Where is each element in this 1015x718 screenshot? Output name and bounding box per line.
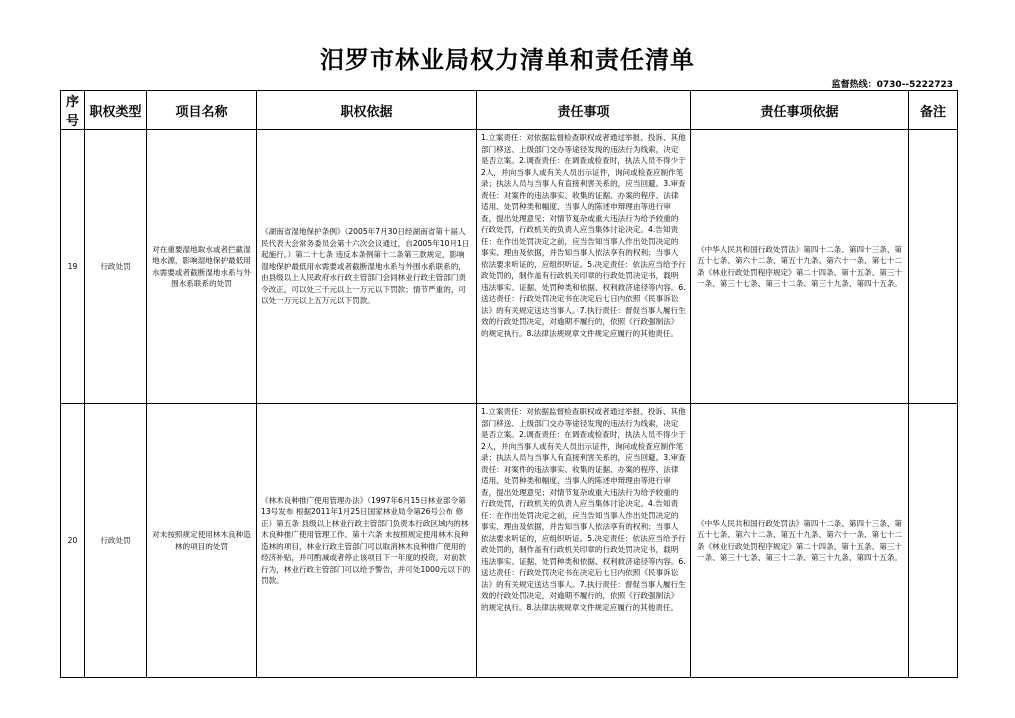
document-title: 汨罗市林业局权力清单和责任清单 (320, 46, 695, 74)
row-duty-basis-cell (691, 130, 909, 404)
header-remark: 备注 (909, 91, 958, 130)
row-no: 20 (61, 404, 85, 678)
row-duties: 1.立案责任：对依据监督检查职权或者通过举报、投诉、其他部门移送、上级部门交办等途径发现的违法行为线索，决定是否立案。2.调查责任：在调查或检查时，执法人员不得少于2人，并向当事人或有关人员出示证件，询问或检查应制作笔录；执法人员与当事人有直接利害关系的，应当回避。3.审查责任：对案件的违法事实、收集的证据、办案的程序、法律适用、处罚种类和幅度、当事人的陈述申辩理由等进行审查，提出处理意见；对情节复杂或重大违法行为给予较重的行政处罚，行政机关的负责人应当集体讨论决定。4.告知责任：在作出处罚决定之前，应当告知当事人作出处罚决定的事实、理由及依据，并告知当事人依法享有的权利；当事人依法要求听证的，应组织听证。5.决定责任：依法应当给予行政处罚的，制作盖有行政机关印章的行政处罚决定书，载明违法事实、证据、处罚种类和依据、权利救济途径等内容。6.送达责任：行政处罚决定书在决定后七日内依照《民事诉讼法》的有关规定送达当事人。7.执行责任：督促当事人履行生效的行政处罚决定，对逾期不履行的，依照《行政强制法》的规定执行。8.法律法规规章文件规定应履行的其他责任。 (481, 407, 686, 612)
row-duty-basis-cell (691, 404, 909, 678)
row-basis: 《湖南省湿地保护条例》（2005年7月30日经湖南省第十届人民代表大会常务委员会第十六次会议通过，自2005年10月1日起施行。）第二十七条 违反本条例第十二条第三款规定，影响湿地保护最低用水需要或者截断湿地水系与外围水系联系的，由县级以上人民政府水行政主管部门会同林业行政主管部门责令改正，可以处三千元以上一万元以下罚款；情节严重的，可以处一万元以上五万元以下罚款。 (261, 227, 470, 306)
row-basis-cell (257, 404, 477, 678)
table-row (61, 404, 958, 678)
row-remark (909, 404, 958, 678)
row-type: 行政处罚 (85, 404, 147, 678)
header-basis: 职权依据 (257, 91, 477, 130)
header-type: 职权类型 (85, 91, 147, 130)
row-name: 对未按照规定使用林木良种造林的项目的处罚 (152, 530, 251, 551)
table-header-row (61, 91, 958, 130)
row-remark (909, 130, 958, 404)
table-row (61, 130, 958, 404)
row-duty-basis: 《中华人民共和国行政处罚法》第四十二条、第四十三条、第五十七条、第六十二条、第五十九条、第六十一条、第七十二条《林业行政处罚程序规定》第二十四条、第十五条、第三十一条、第三十七条、第三十二条、第三十九条、第四十五条。 (696, 518, 903, 562)
row-duties: 1.立案责任：对依据监督检查职权或者通过举报、投诉、其他部门移送、上级部门交办等途径发现的违法行为线索，决定是否立案。2.调查责任：在调查或检查时，执法人员不得少于2人，并向当事人或有关人员出示证件，询问或检查应制作笔录；执法人员与当事人有直接利害关系的，应当回避。3.审查责任：对案件的违法事实、收集的证据、办案的程序、法律适用、处罚种类和幅度、当事人的陈述申辩理由等进行审查，提出处理意见；对情节复杂或重大违法行为给予较重的行政处罚，行政机关的负责人应当集体讨论决定。4.告知责任：在作出处罚决定之前，应当告知当事人作出处罚决定的事实、理由及依据，并告知当事人依法享有的权利；当事人依法要求听证的，应组织听证。5.决定责任：依法应当给予行政处罚的，制作盖有行政机关印章的行政处罚决定书，载明违法事实、证据、处罚种类和依据、权利救济途径等内容。6.送达责任：行政处罚决定书在决定后七日内依照《民事诉讼法》的有关规定送达当事人。7.执行责任：督促当事人履行生效的行政处罚决定，对逾期不履行的，依照《行政强制法》的规定执行。8.法律法规规章文件规定应履行的其他责任。 (481, 133, 686, 338)
row-duties-cell (477, 130, 691, 404)
row-duty-basis: 《中华人民共和国行政处罚法》第四十二条、第四十三条、第五十七条、第六十二条、第五十九条、第六十一条、第七十二条《林业行政处罚程序规定》第二十四条、第十五条、第三十一条、第三十七条、第三十二条、第三十九条、第四十五条。 (696, 244, 903, 288)
supervision-hotline: 监督热线：0730--5222723 (831, 80, 953, 90)
power-responsibility-table (60, 90, 958, 678)
header-name: 项目名称 (147, 91, 257, 130)
header-duties: 责任事项 (477, 91, 691, 130)
row-basis-cell (257, 130, 477, 404)
row-basis: 《林木良种推广使用管理办法》（1997年6月15日林业部令第13号发布 根据2011年1月25日国家林业局令第26号公布 修正）第五条 县级以上林业行政主管部门负责本行政区域内的林木良种推广使用管理工作。第十六条 未按照规定使用林木良种造林的项目，林业行政主管部门可以取消林木良种推广使用的经济补贴，并可酌减或者停止该项目下一年度的投资。对前款行为，林业行政主管部门可以给予警告，并可处1000元以下的罚款。 (261, 495, 471, 585)
row-type: 行政处罚 (85, 130, 147, 404)
row-duties-cell (477, 404, 691, 678)
header-no: 序号 (61, 91, 85, 130)
header-duty-basis: 责任事项依据 (691, 91, 909, 130)
row-name-cell (147, 130, 257, 404)
row-name-cell (147, 404, 257, 678)
row-no: 19 (61, 130, 85, 404)
row-name: 对在重要湿地取水或者拦截湿地水源，影响湿地保护最低用水需要或者截断湿地水系与外围水系联系的处罚 (152, 244, 251, 288)
